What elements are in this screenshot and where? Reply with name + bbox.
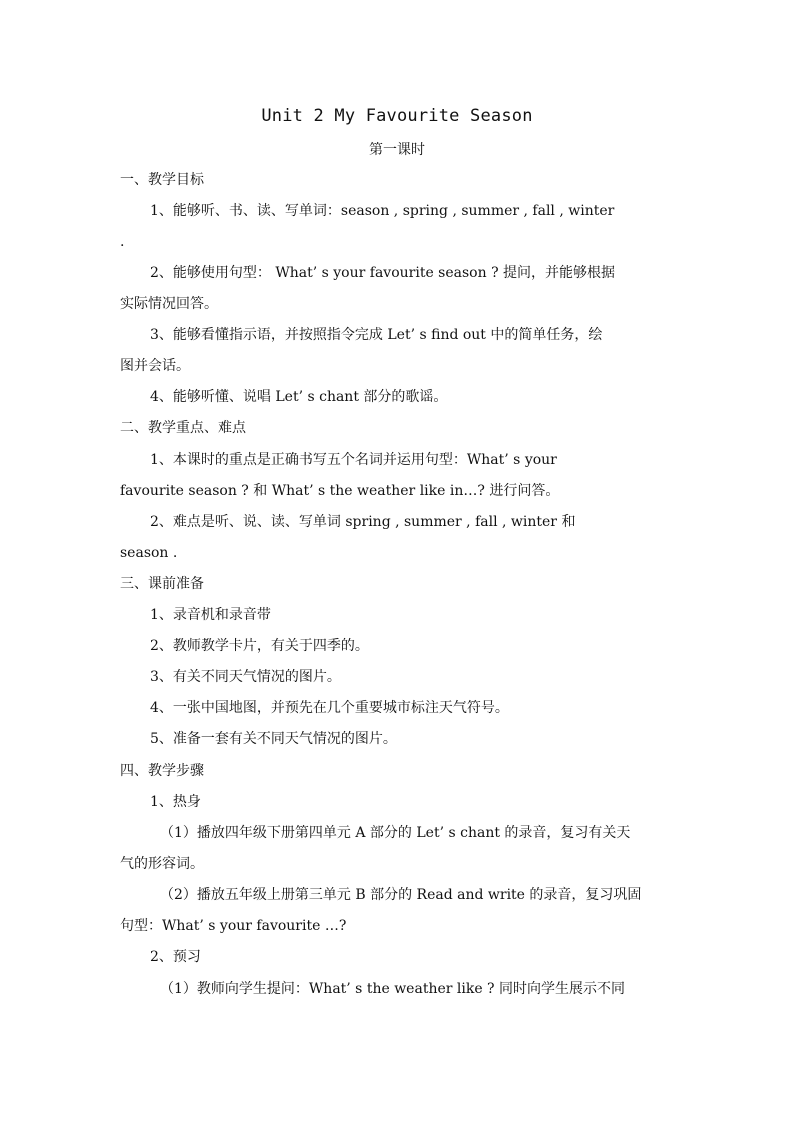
preparation-item-1: 1、录音机和录音带 xyxy=(150,607,271,623)
objective-3-continued: 图并会话。 xyxy=(120,358,190,374)
key-point-2-continued: season . xyxy=(120,545,178,561)
section-heading-steps: 四、教学步骤 xyxy=(120,763,204,779)
objective-2-continued: 实际情况回答。 xyxy=(120,296,218,312)
section-heading-preparation: 三、课前准备 xyxy=(120,576,204,592)
document-title: Unit 2 My Favourite Season xyxy=(261,106,533,126)
objective-3: 3、能够看懂指示语，并按照指令完成 Let’ s find out 中的简单任务，绘 xyxy=(150,327,603,343)
objective-1: 1、能够听、书、读、写单词：season , spring , summer , fall , winter xyxy=(150,203,615,219)
step-2-item-1: （1）教师向学生提问：What’ s the weather like ? 同时向学生展示不同 xyxy=(160,981,626,997)
step-1-item-1-continued: 气的形容词。 xyxy=(120,856,204,872)
step-1-item-2-continued: 句型：What’ s your favourite …? xyxy=(120,918,347,934)
objective-4: 4、能够听懂、说唱 Let’ s chant 部分的歌谣。 xyxy=(150,389,448,405)
objective-1-continued: . xyxy=(120,234,125,250)
key-point-1-continued: favourite season ? 和 What’ s the weather like in…? 进行问答。 xyxy=(120,483,560,499)
step-1-item-2: （2）播放五年级上册第三单元 B 部分的 Read and write 的录音，复习巩固 xyxy=(160,887,642,903)
section-heading-key-points: 二、教学重点、难点 xyxy=(120,420,246,436)
preparation-item-3: 3、有关不同天气情况的图片。 xyxy=(150,669,341,685)
step-1-item-1: （1）播放四年级下册第四单元 A 部分的 Let’ s chant 的录音，复习有关天 xyxy=(160,825,631,841)
section-heading-objectives: 一、教学目标 xyxy=(120,172,204,188)
step-2-heading: 2、预习 xyxy=(150,949,201,965)
key-point-1: 1、本课时的重点是正确书写五个名词并运用句型：What’ s your xyxy=(150,452,557,468)
preparation-item-2: 2、教师教学卡片，有关于四季的。 xyxy=(150,638,369,654)
step-1-heading: 1、热身 xyxy=(150,794,201,810)
preparation-item-4: 4、一张中国地图，并预先在几个重要城市标注天气符号。 xyxy=(150,700,509,716)
preparation-item-5: 5、准备一套有关不同天气情况的图片。 xyxy=(150,731,397,747)
lesson-subtitle: 第一课时 xyxy=(369,142,425,158)
objective-2: 2、能够使用句型： What’ s your favourite season ? 提问，并能够根据 xyxy=(150,265,616,281)
key-point-2: 2、难点是听、说、读、写单词 spring , summer , fall , winter 和 xyxy=(150,514,576,530)
